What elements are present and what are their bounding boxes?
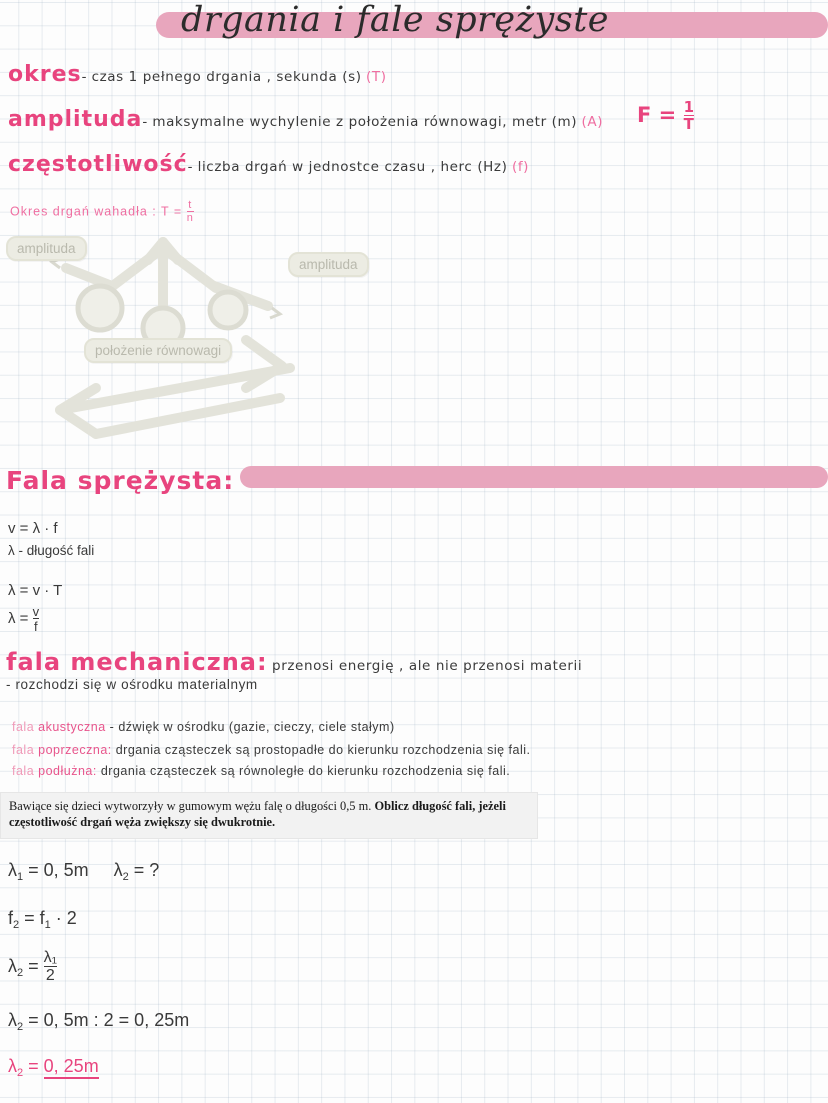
solution-lambda1-symbol: λ: [8, 860, 17, 880]
section-heading-fala-sprezysta: [6, 466, 234, 495]
definition-dash-czestotliwosc: -: [187, 159, 194, 175]
definition-okres: [8, 62, 387, 87]
pendulum-period-numerator: t: [188, 199, 193, 211]
solution-line-1: [8, 860, 159, 883]
solution-final-value: 0, 25m: [44, 1056, 99, 1079]
definition-term-amplituda: amplituda: [8, 107, 143, 132]
solution-line3-numerator: λ₁: [43, 949, 58, 966]
solution-line-3: [8, 950, 57, 984]
solution-line3-fraction: [44, 950, 57, 984]
fala-type-poprzeczna-k2: poprzeczna:: [38, 743, 112, 757]
equation-lambda-vt: λ = v · T: [8, 582, 63, 599]
solution-line3-eq: =: [23, 955, 39, 976]
definition-czestotliwosc: [8, 152, 529, 177]
solution-final-eq: =: [23, 1056, 39, 1076]
fala-type-podluzna-k2: podłużna:: [38, 764, 97, 778]
solution-lambda1-value: = 0, 5m: [23, 860, 89, 880]
equation-lambda-fraction: [33, 605, 40, 633]
equation-lambda-meaning: λ - długość fali: [8, 543, 95, 558]
pendulum-diagram-sticker: [0, 228, 380, 448]
fala-type-podluzna: [12, 764, 510, 778]
equation-lambda-denominator: f: [34, 619, 38, 634]
fala-type-podluzna-text: drgania cząsteczek są równoległe do kierunku rozchodzenia się fali.: [100, 764, 511, 778]
section-heading-fala-mechaniczna-text: fala mechaniczna:: [6, 648, 268, 676]
diagram-label-equilibrium: położenie równowagi: [84, 338, 232, 363]
solution-lambda1-sub: 1: [17, 871, 24, 883]
equation-wave-speed: v = λ · f: [8, 520, 58, 537]
equation-lambda-numerator: v: [32, 604, 40, 619]
fala-mechaniczna-line2: - rozchodzi się w ośrodku materialnym: [6, 677, 258, 692]
fala-type-akustyczna-dash: -: [109, 720, 115, 734]
solution-line4-calc: = 0, 5m : 2 = 0, 25m: [23, 1010, 190, 1030]
pendulum-period-fraction: [187, 200, 194, 224]
solution-final-lambda: λ: [8, 1056, 17, 1076]
task-statement-box: [0, 792, 538, 839]
pendulum-period-note: [10, 200, 194, 224]
solution-final-answer: [8, 1056, 99, 1079]
definition-amplituda: [8, 107, 603, 132]
solution-lambda2-symbol: λ: [113, 860, 123, 880]
pendulum-period-denominator: n: [186, 212, 194, 224]
definition-body-okres: czas 1 pełnego drgania , sekunda (s): [91, 69, 362, 85]
solution-line4-lambda: λ: [8, 1010, 17, 1030]
formula-frequency: [637, 100, 694, 132]
task-statement-part2: Oblicz długość fali, jeżeli częstotliwość drgań węża zwiększy się dwukrotnie.: [9, 799, 506, 829]
solution-line3-denominator: 2: [44, 966, 57, 984]
formula-frequency-fraction: [684, 100, 694, 132]
definition-body-amplituda: maksymalne wychylenie z położenia równowagi, metr (m): [152, 114, 578, 130]
formula-frequency-denominator: T: [683, 115, 694, 133]
solution-final-lambda-sub: 2: [17, 1067, 24, 1079]
diagram-label-amplitude-left: amplituda: [6, 236, 87, 261]
definition-dash-amplituda: -: [142, 114, 148, 130]
fala-type-poprzeczna-text: drgania cząsteczek są prostopadłe do kierunku rozchodzenia się fali.: [115, 743, 531, 757]
fala-type-akustyczna-text: dźwięk w ośrodku (gazie, cieczy, ciele stałym): [118, 720, 395, 734]
fala-type-akustyczna: [12, 720, 395, 734]
page-title: drgania i fale sprężyste: [180, 0, 610, 40]
definition-body-czestotliwosc: liczba drgań w jednostce czasu , herc (Hz): [197, 159, 508, 175]
solution-f2-symbol: f: [8, 908, 14, 928]
solution-line4-lambda-sub: 2: [17, 1021, 24, 1033]
solution-f2-factor: · 2: [50, 908, 77, 928]
definition-term-okres: okres: [8, 62, 82, 87]
solution-line3-lambda-sub: 2: [17, 966, 24, 979]
task-statement-part1: Bawiące się dzieci wytworzyły w gumowym wężu falę o długości 0,5 m.: [9, 799, 375, 813]
definition-symbol-amplituda: (A): [581, 114, 604, 130]
solution-lambda2-sub: 2: [122, 871, 129, 883]
solution-f2-sub: 2: [13, 919, 20, 931]
section-heading-fala-sprezysta-text: Fala sprężysta:: [6, 466, 235, 495]
solution-line3-lambda: λ: [8, 955, 17, 976]
fala-type-poprzeczna-k1: fala: [12, 743, 35, 757]
fala-type-akustyczna-k2: akustyczna: [38, 720, 106, 734]
definition-symbol-okres: (T): [366, 69, 387, 85]
fala-mechaniczna-line1: przenosi energię , ale nie przenosi materii: [272, 658, 583, 674]
solution-f2-eq: = f: [19, 908, 45, 928]
definition-symbol-czestotliwosc: (f): [511, 159, 530, 175]
diagram-label-amplitude-right: amplituda: [288, 252, 369, 277]
formula-frequency-numerator: 1: [683, 98, 695, 116]
equation-lambda-v-over-f-lhs: λ =: [8, 609, 29, 627]
pendulum-period-label: Okres drgań wahadła : T =: [10, 204, 183, 219]
solution-line-4: [8, 1010, 189, 1033]
solution-line-2: [8, 908, 77, 931]
fala-type-podluzna-k1: fala: [12, 764, 35, 778]
fala-sprezysta-highlight-band: [240, 466, 828, 488]
definition-dash-okres: -: [81, 69, 88, 85]
formula-frequency-lhs: F =: [637, 103, 677, 127]
solution-lambda2-unknown: = ?: [128, 860, 160, 880]
solution-f1-sub: 1: [44, 919, 51, 931]
section-heading-fala-mechaniczna: [6, 648, 582, 676]
equation-lambda-v-over-f: [8, 605, 39, 633]
fala-type-akustyczna-k1: fala: [12, 720, 35, 734]
fala-type-poprzeczna: [12, 743, 531, 757]
definition-term-czestotliwosc: częstotliwość: [8, 152, 188, 177]
